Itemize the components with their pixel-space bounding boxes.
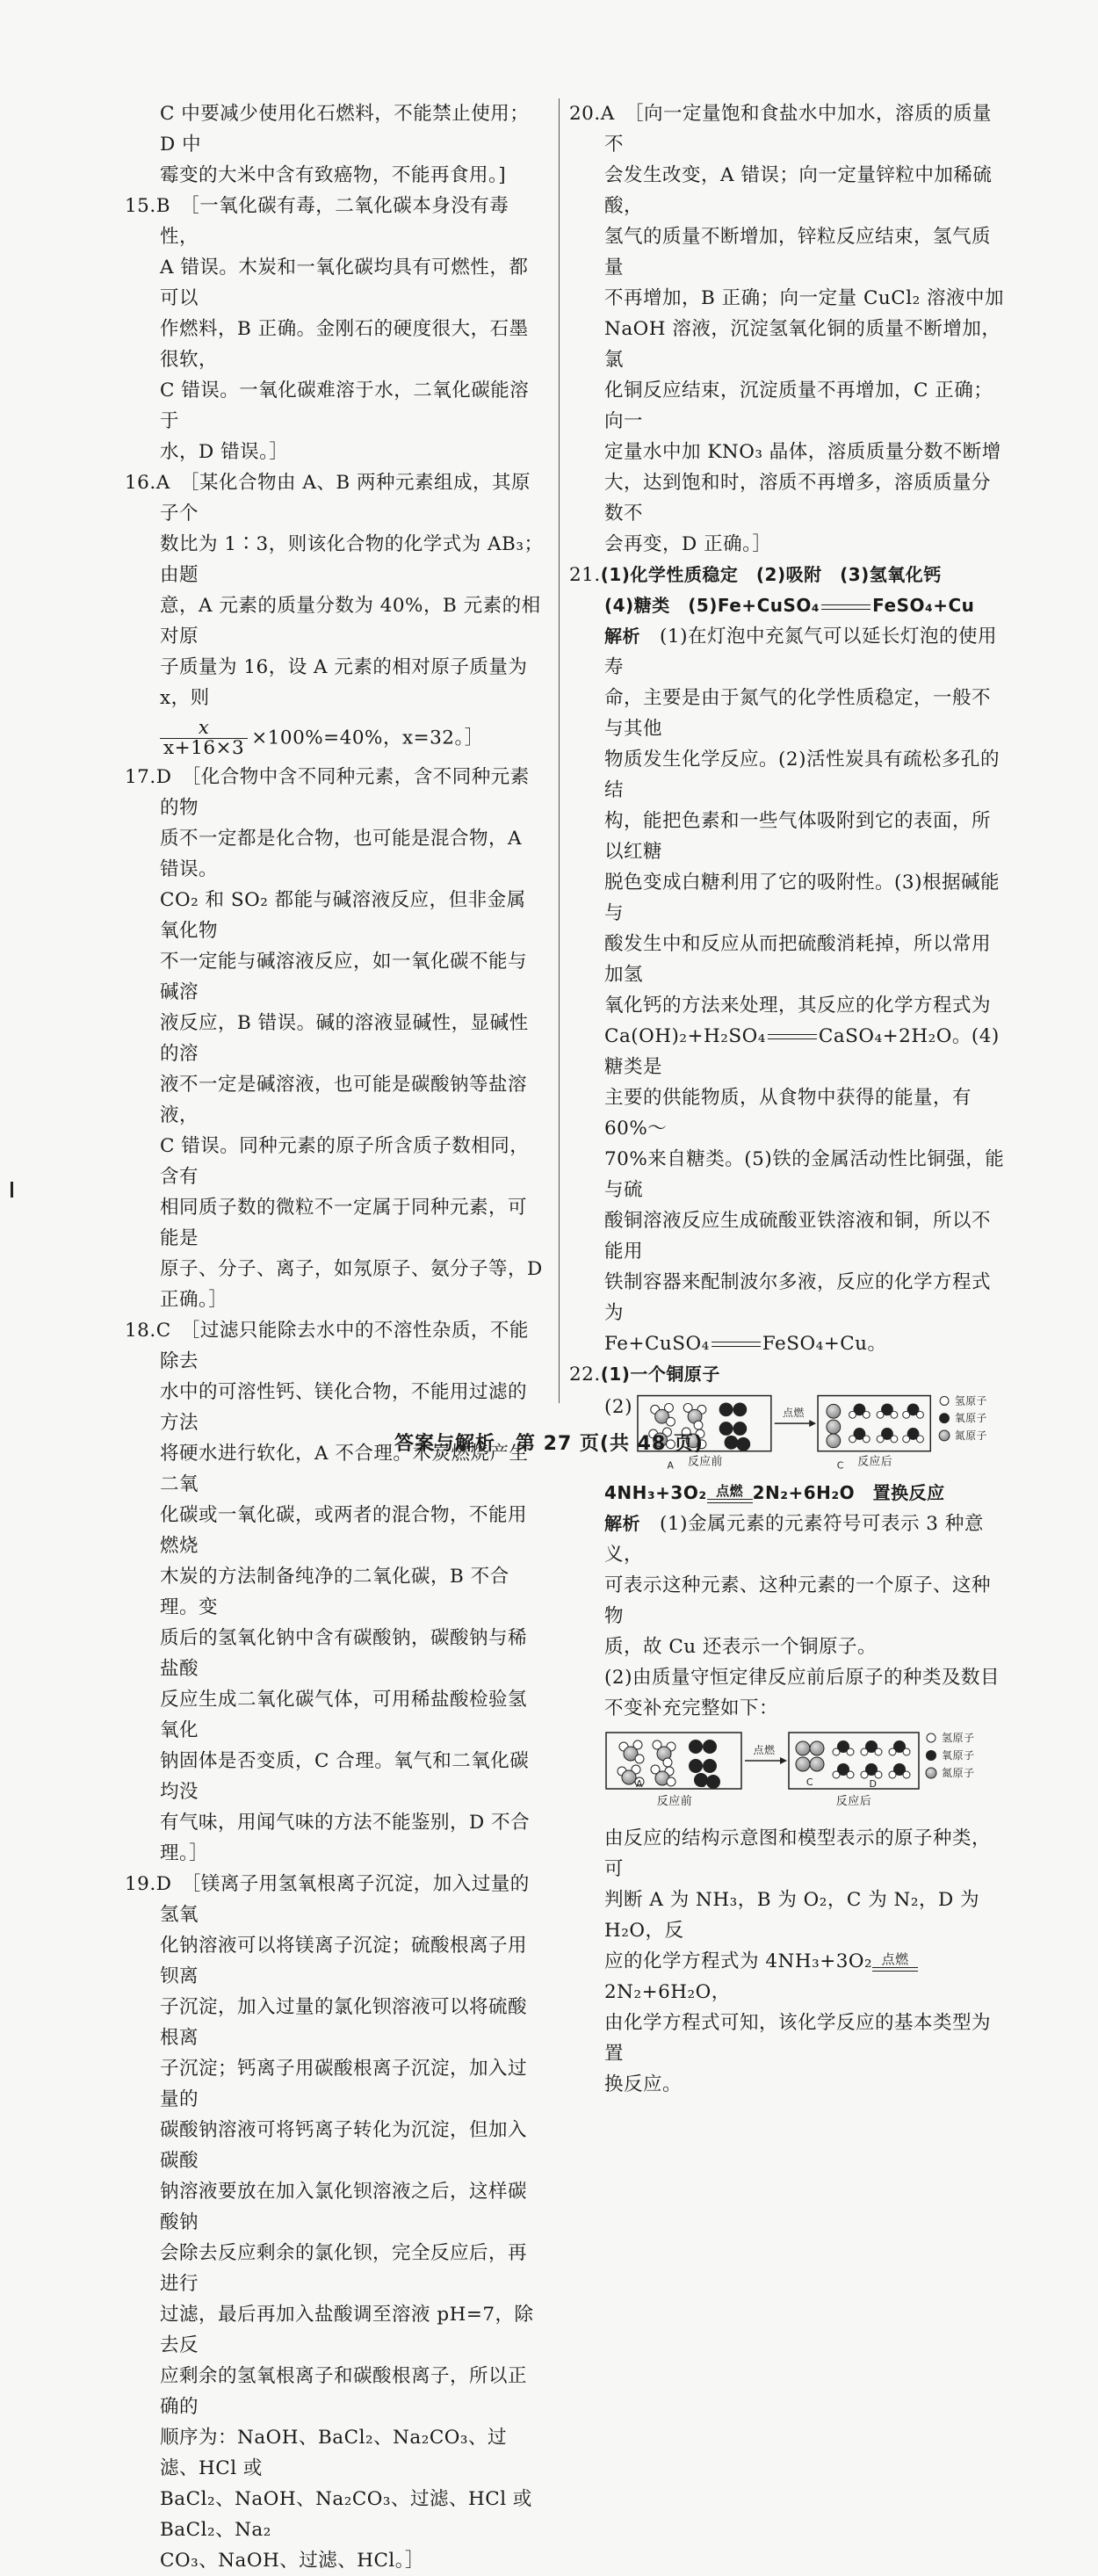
question-number: 16.A [125,472,170,494]
question-16: 16.A ［某化合物由 A、B 两种元素组成，其原子个 数比为 1∶3，则该化合物的化学式为 AB₃；由题 意，A 元素的质量分数为 40%，B 元素的相对原 子质量为 16，设 A 元素的相对原子质量为 x，则 $\frac{x}{x+16\times 3}$ ×100%=40%，x=32。］ [125,472,544,759]
margin-mark [11,1182,13,1198]
before-label: 反应前 [656,1795,693,1808]
question-22: 22.(1)一个铜原子 (2) A 反应前 点燃 C 反应后 氢原子 氧原子 氮原子 4NH₃+3O₂ 点燃 2N₂+6H₂O 置换反应 解析 (1)金属元素的元素符号可表示 3 种意义， 可表示这种元素、这种元素的一个原子、这种物 质，故 Cu 还表示一个铜原子。 (2)由质量守恒定律反应前后原子的种类及数目 不变补充完整如下： A B 反应前 点燃 C D 反应后 氢原子 氧原子 氮原子 由反应的结构示意图和模型表示的原子种类，可 判断 A 为 NH₃，B 为 O₂，C 为 N₂，D 为 H₂O，反 应的化学方程式为 4NH₃+3O₂ 点燃 2N₂+6H₂O， 由化学方程式可知，该化学反应的基本类型为置 换反应。 [569,1359,1008,2100]
after-label: 反应后 [835,1795,872,1808]
ammonia-molecules [618,1740,675,1786]
answer-equation: 4NH₃+3O₂ 点燃 2N₂+6H₂O 置换反应 [604,1482,945,1503]
fraction: $\frac{x}{x+16\times 3}$ [160,719,248,758]
legend-hydrogen: 氢原子 [954,1394,987,1407]
after-label: 反应后 [857,1455,893,1469]
question-18: 18.C ［过滤只能除去水中的不溶性杂质，不能除去 水中的可溶性钙、镁化合物，不能用过滤的方法 将硬水进行软化，A 不合理。木炭燃烧产生二氧 化碳或一氧化碳，或两者的混合物，不能用燃烧 木炭的方法制备纯净的二氧化碳，B 不合理。变 质后的氢氧化钠中含有碳酸钠，碳酸钠与稀盐酸 反应生成二氧化碳气体，可用稀盐酸检验氢氧化 钠固体是否变质，C 合理。氧气和二氧化碳均没 有气味，用闻气味的方法不能鉴别，D 不合理。］ [125,1320,531,1864]
analysis-label: 解析 [604,626,640,647]
question-number: 19.D [125,1873,172,1895]
question-19: 19.D ［镁离子用氢氧根离子沉淀，加入过量的氢氧 化钠溶液可以将镁离子沉淀；硫酸根离子用钡离 子沉淀，加入过量的氯化钡溶液可以将硫酸根离 子沉淀；钙离子用碳酸根离子沉淀，加入过量的 碳酸钠溶液可将钙离子转化为沉淀，但加入碳酸 钠溶液要放在加入氯化钡溶液之后，这样碳酸钠 会除去反应剩余的氯化钡，完全反应后，再进行 过滤，最后再加入盐酸调至溶液 pH=7，除去反 应剩余的氢氧根离子和碳酸根离子，所以正确的 顺序为：NaOH、BaCl₂、Na₂CO₃、过滤、HCl 或 BaCl₂、NaOH、Na₂CO₃、过滤、HCl 或 BaCl₂、Na₂ CO₃、NaOH、过滤、HCl。］ [125,1873,534,2572]
question-number: 22. [569,1364,601,1386]
equals-sign [768,1034,817,1039]
question-21: 21.(1)化学性质稳定 (2)吸附 (3)氢氧化钙 (4)糖类 (5)Fe+CuSO₄ FeSO₄+Cu 解析 (1)在灯泡中充氮气可以延长灯泡的使用寿 命，主要是由于氮气的化学性质稳定，一般不与其他 物质发生化学反应。(2)活性炭具有疏松多孔的结 构，能把色素和一些气体吸附到它的表面，所以红糖 脱色变成白糖利用了它的吸附性。(3)根据碱能与 酸发生中和反应从而把硫酸消耗掉，所以常用加氢 氧化钙的方法来处理，其反应的化学方程式为 Ca(OH)₂+H₂SO₄ CaSO₄+2H₂O。(4)糖类是 主要的供能物质，从食物中获得的能量，有 60%～ 70%来自糖类。(5)铁的金属活动性比铜强，能与硫 酸铜溶液反应生成硫酸亚铁溶液和铜，所以不能用 铁制容器来配制波尔多液，反应的化学方程式为 Fe+CuSO₄ FeSO₄+Cu。 [569,560,1008,1359]
answer-line: (1)化学性质稳定 (2)吸附 (3)氢氧化钙 [600,564,942,585]
question-20: 20.A ［向一定量饱和食盐水中加水，溶质的质量不 会发生改变，A 错误；向一定量锌粒中加稀硫酸， 氢气的质量不断增加，锌粒反应结束，氢气质量 不再增加，B 正确；向一定量 CuCl₂ 溶液中加 NaOH 溶液，沉淀氢氧化铜的质量不断增加，氯 化铜反应结束，沉淀质量不再增加，C 正确；向一 定量水中加 KNO₃ 晶体，溶质质量分数不断增 大，达到饱和时，溶质不再增多，溶质质量分数不 会再变，D 正确。］ [569,103,1005,555]
legend-nitrogen: 氮原子 [942,1767,975,1779]
legend-hydrogen: 氢原子 [942,1732,975,1744]
equation: 应的化学方程式为 4NH₃+3O₂ 点燃 2N₂+6H₂O， [569,1946,1008,2008]
water-molecules [833,1740,910,1778]
equation: Ca(OH)₂+H₂SO₄ CaSO₄+2H₂O。(4)糖类是 [604,1025,1000,1078]
arrow-condition: 点燃 [753,1744,776,1756]
arrow-condition: 点燃 [783,1407,805,1420]
intro-line: C 中要减少使用化石燃料，不能禁止使用；D 中 [160,103,530,156]
diagram-row-2 [604,1729,1008,1818]
column-divider [559,98,560,1403]
question-number: 17.D [125,766,172,788]
label-B: B [698,1778,707,1790]
question-number: 15.B [125,195,170,217]
legend-oxygen: 氧原子 [942,1749,975,1762]
answer-line: (1)一个铜原子 [600,1364,720,1385]
left-column [125,98,545,2576]
question-15: 15.B ［一氧化碳有毒，二氧化碳本身没有毒性， A 错误。木炭和一氧化碳均具有可燃性，都可以 作燃料，B 正确。金刚石的硬度很大，石墨很软， C 错误。一氧化碳难溶于水，二氧化碳能溶于 水，D 错误。］ [125,195,530,463]
label-C: C [805,1776,814,1788]
label-D: D [869,1778,878,1790]
equals-sign [712,1342,761,1347]
legend-nitrogen: 氮原子 [954,1429,987,1442]
question-number: 20.A [569,103,615,125]
answer-line: (4)糖类 (5)Fe+CuSO₄ FeSO₄+Cu [604,595,975,616]
page-footer: 答案与解析 第 27 页(共 48 页) [394,1433,704,1455]
diagram-row-1: (2) A 反应前 点燃 C 反应后 氢原子 氧原子 氮原子 [604,1392,1008,1471]
reaction-condition: 点燃 [707,1485,753,1503]
right-column [569,98,1008,2100]
equation: Fe+CuSO₄ FeSO₄+Cu。 [604,1333,887,1355]
nitrogen-molecules [796,1741,824,1771]
analysis-label: 解析 [604,1513,640,1534]
legend-oxygen: 氧原子 [954,1412,987,1425]
equals-sign [821,604,870,610]
legend [926,1732,975,1779]
reaction-condition: 点燃 [872,1953,918,1972]
label-A: A [667,1459,675,1471]
before-label: 反应前 [687,1455,723,1469]
reaction-diagram-completed [604,1729,982,1808]
label-A: A [635,1778,644,1790]
intro-line: 霉变的大米中含有致癌物，不能再食用。] [160,164,507,186]
question-number: 21. [569,564,601,586]
fraction-line: $\frac{x}{x+16\times 3}$ ×100%=40%，x=32。］ [125,719,545,758]
question-17: 17.D ［化合物中含不同种元素，含不同种元素的物 质不一定都是化合物，也可能是混合物，A 错误。 CO₂ 和 SO₂ 都能与碱溶液反应，但非金属氧化物 不一定能与碱溶液反应，如一氧化碳不能与碱溶 液反应，B 错误。碱的溶液显碱性，显碱性的溶 液不一定是碱溶液，也可能是碳酸钠等盐溶液， C 错误。同种元素的原子所含质子数相同，含有 相同质子数的微粒不一定属于同种元素，可能是 原子、分子、离子，如氖原子、氨分子等，D 正确。］ [125,766,543,1311]
label-C: C [836,1459,844,1471]
question-number: 18.C [125,1320,171,1342]
